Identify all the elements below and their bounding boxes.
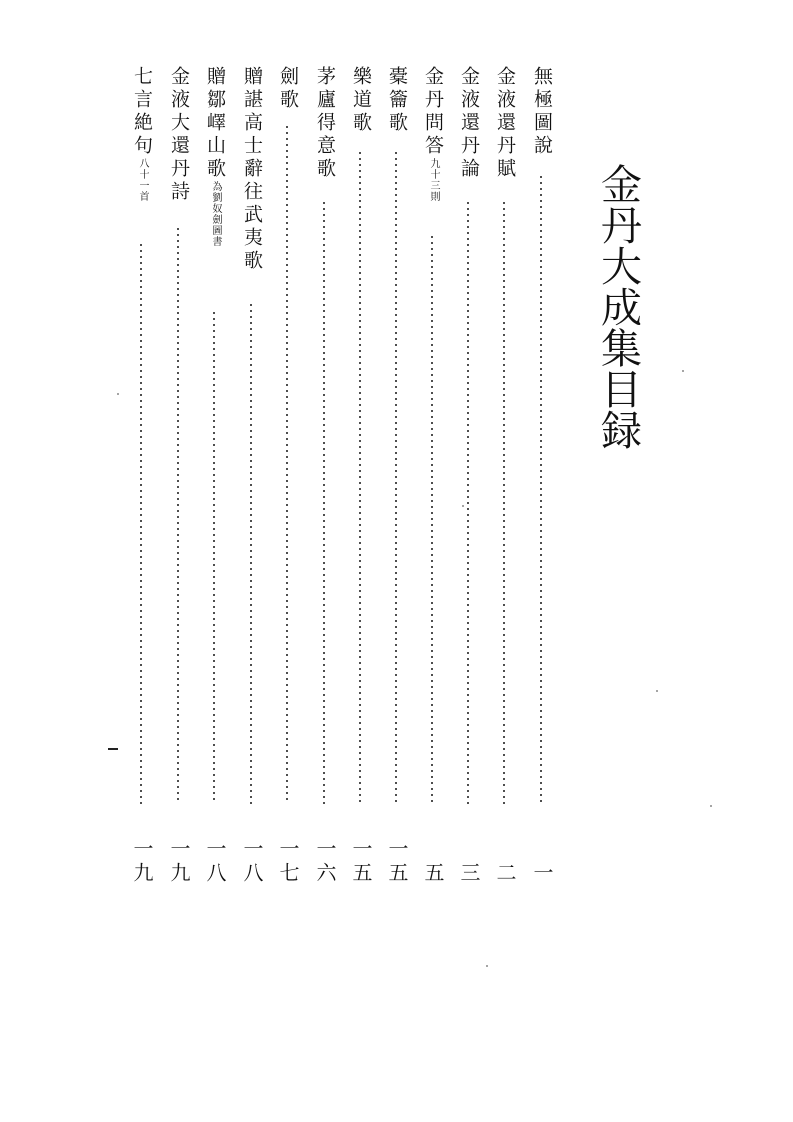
dot-leader	[540, 174, 542, 804]
entry-title: 樂道歌	[350, 66, 372, 135]
page-number: 二	[493, 862, 517, 886]
paper-speck	[682, 370, 684, 372]
toc-entry[interactable]	[200, 66, 230, 886]
entry-title: 金液還丹論	[458, 66, 480, 181]
toc-entry[interactable]	[490, 66, 520, 886]
page-number: 五	[421, 862, 445, 886]
entry-title: 贈諶高士辭往武夷歌	[241, 66, 263, 273]
dot-leader	[177, 226, 179, 804]
dot-leader	[431, 234, 433, 804]
entry-title: 茅廬得意歌	[314, 66, 336, 181]
toc-entry[interactable]	[527, 66, 557, 886]
toc-entry[interactable]	[127, 66, 157, 886]
entry-title: 贈鄒嶧山歌為劉奴劍圖書	[204, 66, 226, 247]
entry-title: 金液大還丹詩	[168, 66, 190, 204]
dot-leader	[323, 200, 325, 804]
toc-entry[interactable]	[418, 66, 448, 886]
entry-title: 金丹問答九十三則	[422, 66, 444, 202]
dot-leader	[140, 242, 142, 804]
entry-title: 劍歌	[277, 66, 299, 112]
page-number: 一六	[313, 838, 337, 886]
paper-speck	[656, 690, 658, 692]
page-number: 一八	[203, 838, 227, 886]
toc-entry[interactable]	[310, 66, 340, 886]
page-title: 金丹大成集目録	[594, 163, 642, 450]
toc-entry[interactable]	[454, 66, 484, 886]
page-number: 一七	[276, 838, 300, 886]
toc-entry[interactable]	[237, 66, 267, 886]
dot-leader	[213, 310, 215, 804]
page-number: 一九	[130, 838, 154, 886]
page-number: 一	[530, 862, 554, 886]
page-number: 一五	[349, 838, 373, 886]
page-number: 一八	[240, 838, 264, 886]
toc-entry[interactable]	[382, 66, 412, 886]
toc-entry[interactable]	[164, 66, 194, 886]
paper-speck	[117, 393, 119, 395]
margin-mark	[108, 748, 118, 750]
entry-note: 八十一首	[137, 158, 148, 202]
entry-note: 九十三則	[428, 158, 439, 202]
toc-entry[interactable]	[273, 66, 303, 886]
paper-speck	[486, 965, 488, 967]
entry-title: 七言絶句八十一首	[131, 66, 153, 202]
entry-title: 橐籥歌	[386, 66, 408, 135]
paper-speck	[710, 805, 712, 807]
table-of-contents	[0, 66, 793, 886]
entry-title: 金液還丹賦	[494, 66, 516, 181]
dot-leader	[250, 302, 252, 804]
entry-note: 為劉奴劍圖書	[210, 181, 221, 247]
toc-entry[interactable]	[346, 66, 376, 886]
dot-leader	[503, 200, 505, 804]
page-number: 三	[457, 862, 481, 886]
dot-leader	[286, 124, 288, 804]
page-number: 一五	[385, 838, 409, 886]
dot-leader	[467, 200, 469, 804]
dot-leader	[359, 150, 361, 804]
entry-title: 無極圖說	[531, 66, 553, 158]
dot-leader	[395, 150, 397, 804]
page-number: 一九	[167, 838, 191, 886]
paper-speck	[462, 505, 464, 507]
